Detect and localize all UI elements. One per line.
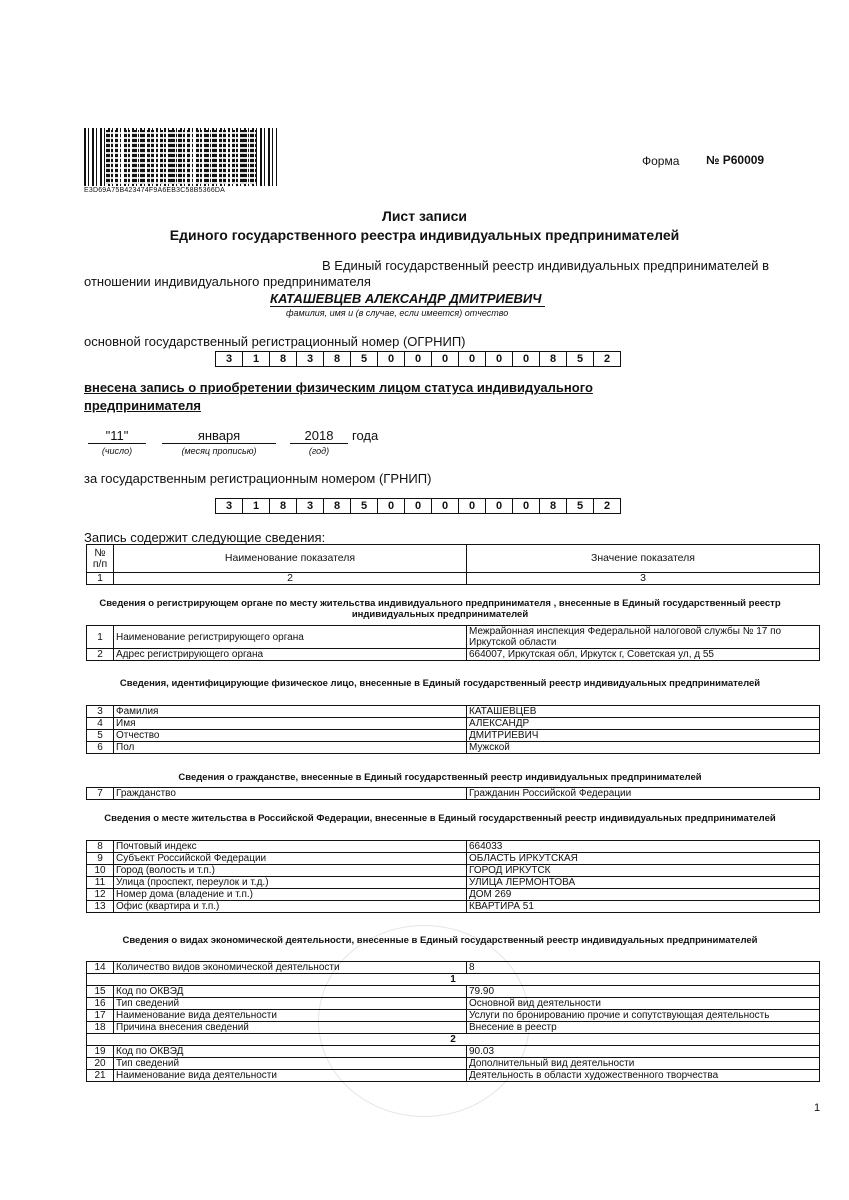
group-row	[87, 974, 820, 986]
grnip-digit: 0	[513, 499, 540, 513]
form-label: Форма	[642, 154, 680, 168]
row-number: 4	[87, 718, 114, 730]
entry-text-line-1: внесена запись о приобретении физическим лицом статуса индивидуального	[84, 380, 593, 395]
document-subtitle: Единого государственного реестра индивидуальных предпринимателей	[169, 227, 680, 243]
ogrnip-digit: 0	[432, 352, 459, 366]
grnip-label: за государственным регистрационным номером (ГРНИП)	[84, 471, 432, 486]
column-name-header: Наименование показателя	[114, 545, 467, 573]
column-index: 3	[467, 573, 820, 585]
date-year: 2018	[290, 428, 348, 444]
row-number: 14	[87, 962, 114, 974]
ogrnip-digit: 5	[567, 352, 594, 366]
intro-line-1: В Единый государственный реестр индивидуальных предпринимателей в	[322, 258, 769, 273]
row-name: Код по ОКВЭД	[114, 1046, 467, 1058]
barcode-code: E3D69A75B423474F9A6EB3C58B5366DA	[84, 187, 226, 194]
row-number: 6	[87, 742, 114, 754]
row-name: Улица (проспект, переулок и т.д.)	[114, 877, 467, 889]
group-row	[87, 1034, 820, 1046]
row-name: Тип сведений	[114, 998, 467, 1010]
row-number: 17	[87, 1010, 114, 1022]
row-value: КАТАШЕВЦЕВ	[467, 706, 820, 718]
ogrnip-digit: 0	[513, 352, 540, 366]
table-row	[87, 649, 820, 661]
row-value: 664007, Иркутская обл, Иркутск г, Советская ул, д 55	[467, 649, 820, 661]
table-row	[87, 718, 820, 730]
row-number: 7	[87, 788, 114, 800]
ogrnip-digit: 0	[459, 352, 486, 366]
table-row	[87, 788, 820, 800]
grnip-digit: 0	[405, 499, 432, 513]
ogrnip-cells	[215, 351, 621, 367]
row-value: ГОРОД ИРКУТСК	[467, 865, 820, 877]
row-value: Основной вид деятельности	[467, 998, 820, 1010]
table-row	[87, 706, 820, 718]
row-value: Дополнительный вид деятельности	[467, 1058, 820, 1070]
ogrnip-label: основной государственный регистрационный номер (ОГРНИП)	[84, 334, 466, 349]
table-row	[87, 889, 820, 901]
date-day-caption: (число)	[101, 446, 133, 456]
row-number: 11	[87, 877, 114, 889]
row-number: 21	[87, 1070, 114, 1082]
date-year-caption: (год)	[308, 446, 330, 456]
table-row	[87, 626, 820, 649]
row-number: 16	[87, 998, 114, 1010]
date-month-caption: (месяц прописью)	[181, 446, 257, 456]
table-row	[87, 901, 820, 913]
row-name: Наименование вида деятельности	[114, 1010, 467, 1022]
citizenship-table	[86, 787, 820, 800]
grnip-digit: 1	[243, 499, 270, 513]
section-heading-identity: Сведения, идентифицирующие физическое лицо, внесенные в Единый государственный реестр индивидуальных предпринимателей	[119, 678, 761, 689]
grnip-digit: 0	[378, 499, 405, 513]
table-row	[87, 962, 820, 974]
row-number: 10	[87, 865, 114, 877]
ogrnip-digit: 0	[378, 352, 405, 366]
row-value: ДОМ 269	[467, 889, 820, 901]
table-row	[87, 1058, 820, 1070]
economic-activity-table	[86, 961, 820, 1082]
date-day: "11"	[88, 428, 146, 444]
person-name: КАТАШЕВЦЕВ АЛЕКСАНДР ДМИТРИЕВИЧ	[270, 291, 545, 307]
row-number: 18	[87, 1022, 114, 1034]
ogrnip-digit: 8	[540, 352, 567, 366]
table-row	[87, 730, 820, 742]
activity-group-number: 2	[87, 1034, 820, 1046]
column-value-header: Значение показателя	[467, 545, 820, 573]
table-row	[87, 877, 820, 889]
document-title: Лист записи	[382, 208, 467, 224]
grnip-digit: 2	[603, 500, 611, 512]
ogrnip-digit: 0	[405, 352, 432, 366]
page-number: 1	[814, 1102, 821, 1114]
date-year-suffix: года	[352, 428, 379, 443]
table-row	[87, 841, 820, 853]
column-number-header: № п/п	[87, 545, 114, 573]
ogrnip-digit: 2	[603, 353, 611, 365]
ogrnip-digit: 3	[297, 352, 324, 366]
row-number: 15	[87, 986, 114, 998]
row-name: Офис (квартира и т.п.)	[114, 901, 467, 913]
grnip-digit: 5	[567, 499, 594, 513]
table-row	[87, 998, 820, 1010]
row-number: 5	[87, 730, 114, 742]
row-number: 3	[87, 706, 114, 718]
table-row	[87, 853, 820, 865]
row-name: Почтовый индекс	[114, 841, 467, 853]
grnip-digit: 5	[351, 499, 378, 513]
section-heading-economic-activity: Сведения о видах экономической деятельности, внесенные в Единый государственный реестр индивидуальных предпринимателей	[122, 935, 758, 946]
ogrnip-digit: 1	[243, 352, 270, 366]
column-index: 1	[87, 573, 114, 585]
section-heading-residence: Сведения о месте жительства в Российской Федерации, внесенные в Единый государственный реестр индивидуальных предпринимателей	[104, 813, 776, 824]
table-row	[87, 742, 820, 754]
row-name: Фамилия	[114, 706, 467, 718]
contains-label: Запись содержит следующие сведения:	[84, 530, 326, 545]
row-name: Причина внесения сведений	[114, 1022, 467, 1034]
row-name: Тип сведений	[114, 1058, 467, 1070]
row-name: Код по ОКВЭД	[114, 986, 467, 998]
grnip-digit: 8	[324, 499, 351, 513]
grnip-digit: 0	[486, 499, 513, 513]
row-name: Адрес регистрирующего органа	[114, 649, 467, 661]
row-number: 19	[87, 1046, 114, 1058]
row-value: 90.03	[467, 1046, 820, 1058]
row-value: Деятельность в области художественного творчества	[467, 1070, 820, 1082]
row-value: КВАРТИРА 51	[467, 901, 820, 913]
activity-group-number: 1	[87, 974, 820, 986]
barcode	[84, 128, 277, 186]
table-row	[87, 865, 820, 877]
row-value: 8	[467, 962, 820, 974]
row-value: 79.90	[467, 986, 820, 998]
section-heading-citizenship: Сведения о гражданстве, внесенные в Единый государственный реестр индивидуальных предпринимателей	[178, 772, 702, 783]
row-number: 8	[87, 841, 114, 853]
row-value: УЛИЦА ЛЕРМОНТОВА	[467, 877, 820, 889]
table-row	[87, 986, 820, 998]
registrar-table	[86, 625, 820, 661]
grnip-cells	[215, 498, 621, 514]
row-number: 2	[87, 649, 114, 661]
row-number: 1	[87, 626, 114, 649]
row-name: Наименование регистрирующего органа	[114, 626, 467, 649]
row-value: 664033	[467, 841, 820, 853]
row-number: 12	[87, 889, 114, 901]
info-table-header	[86, 544, 820, 585]
grnip-digit: 3	[297, 499, 324, 513]
row-value: Внесение в реестр	[467, 1022, 820, 1034]
ogrnip-digit: 8	[270, 352, 297, 366]
row-name: Наименование вида деятельности	[114, 1070, 467, 1082]
row-name: Гражданство	[114, 788, 467, 800]
row-name: Отчество	[114, 730, 467, 742]
table-row	[87, 1010, 820, 1022]
row-number: 9	[87, 853, 114, 865]
form-number: № Р60009	[706, 153, 765, 167]
column-index: 2	[114, 573, 467, 585]
ogrnip-digit: 5	[351, 352, 378, 366]
row-value: Услуги по бронированию прочие и сопутствующая деятельность	[467, 1010, 820, 1022]
row-name: Город (волость и т.п.)	[114, 865, 467, 877]
row-number: 20	[87, 1058, 114, 1070]
ogrnip-digit: 8	[324, 352, 351, 366]
person-name-caption: фамилия, имя и (в случае, если имеется) отчество	[286, 308, 509, 318]
residence-table	[86, 840, 820, 913]
grnip-digit: 0	[432, 499, 459, 513]
row-value: ОБЛАСТЬ ИРКУТСКАЯ	[467, 853, 820, 865]
grnip-digit: 0	[459, 499, 486, 513]
row-number: 13	[87, 901, 114, 913]
ogrnip-digit: 3	[216, 352, 243, 366]
row-value: ДМИТРИЕВИЧ	[467, 730, 820, 742]
identity-table	[86, 705, 820, 754]
grnip-digit: 3	[216, 499, 243, 513]
row-name: Субъект Российской Федерации	[114, 853, 467, 865]
row-name: Количество видов экономической деятельности	[114, 962, 467, 974]
table-row	[87, 1070, 820, 1082]
row-name: Имя	[114, 718, 467, 730]
table-row	[87, 1022, 820, 1034]
row-name: Пол	[114, 742, 467, 754]
grnip-digit: 8	[270, 499, 297, 513]
row-value: Межрайонная инспекция Федеральной налоговой службы № 17 по Иркутской области	[467, 626, 820, 649]
row-name: Номер дома (владение и т.п.)	[114, 889, 467, 901]
date-month: января	[162, 428, 276, 444]
entry-text-line-2: предпринимателя	[84, 398, 202, 413]
row-value: Мужской	[467, 742, 820, 754]
intro-line-2: отношении индивидуального предпринимателя	[84, 274, 371, 289]
row-value: Гражданин Российской Федерации	[467, 788, 820, 800]
grnip-digit: 8	[540, 499, 567, 513]
row-value: АЛЕКСАНДР	[467, 718, 820, 730]
section-heading-registrar: Сведения о регистрирующем органе по месту жительства индивидуального предпринимателя , внесенные в Единый государственный реестр индивидуальных предпринимателей	[99, 598, 781, 620]
table-row	[87, 1046, 820, 1058]
ogrnip-digit: 0	[486, 352, 513, 366]
